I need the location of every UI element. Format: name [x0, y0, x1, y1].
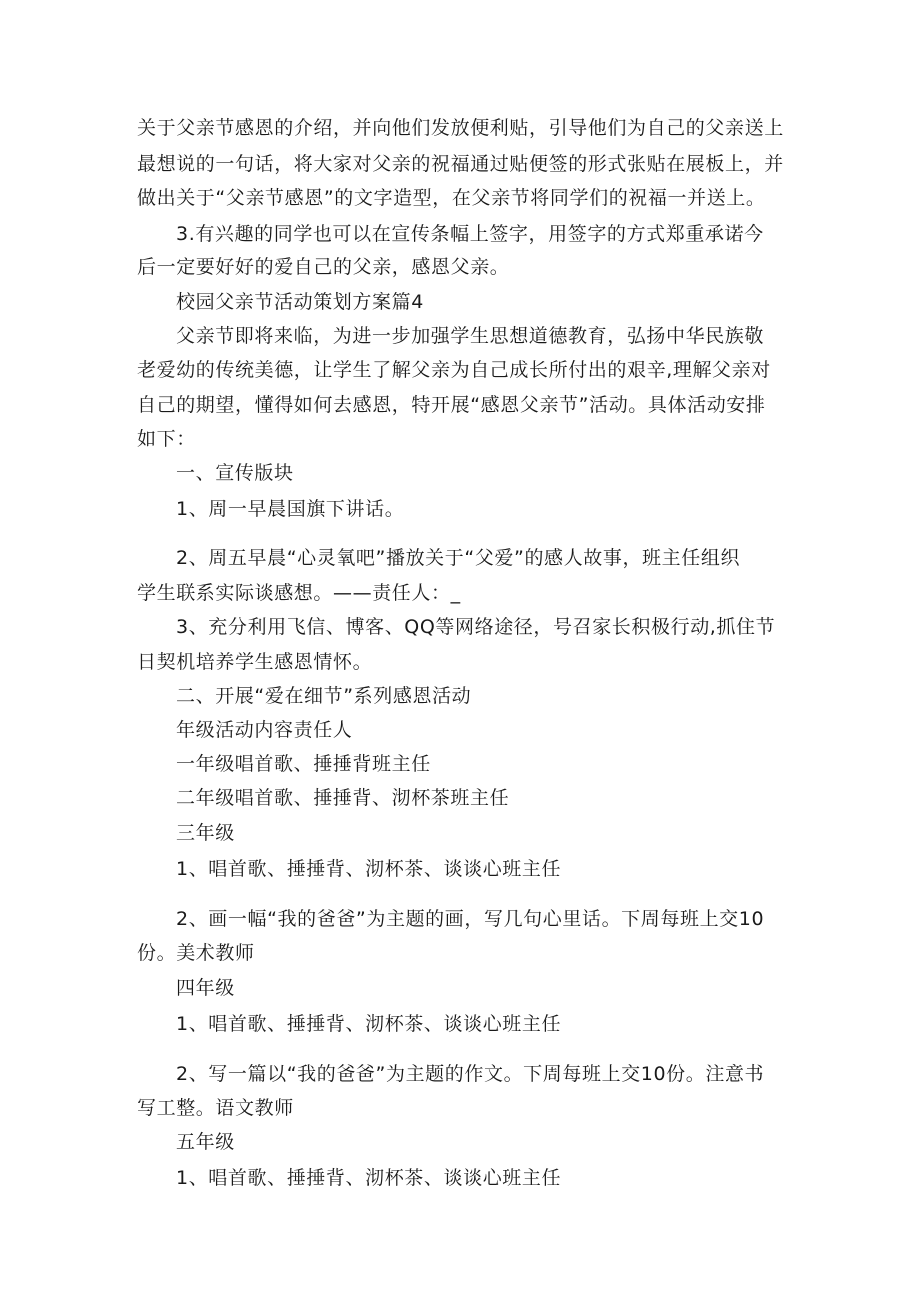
list-item: 2、写一篇以“我的爸爸”为主题的作文。下周每班上交10份。注意书: [176, 1063, 765, 1085]
subsection-title: 二、开展“爱在细节”系列感恩活动: [176, 685, 472, 707]
subsection-title: 一、宣传版块: [176, 462, 294, 484]
list-item: 1、周一早晨国旗下讲话。: [176, 498, 405, 520]
text-line: 父亲节即将来临，为进一步加强学生思想道德教育，弘扬中华民族敬: [176, 325, 765, 347]
list-item: 2、画一幅“我的爸爸”为主题的画，写几句心里话。下周每班上交10: [176, 908, 765, 930]
list-item: 1、唱首歌、捶捶背、沏杯茶、谈谈心班主任: [176, 1167, 562, 1189]
text-line: 老爱幼的传统美德，让学生了解父亲为自己成长所付出的艰辛,理解父亲对: [137, 359, 771, 381]
list-item-continued: 份。美术教师: [137, 942, 255, 964]
text-line: 后一定要好好的爱自己的父亲，感恩父亲。: [137, 256, 510, 278]
grade-label: 三年级: [176, 822, 235, 844]
table-row: 二年级唱首歌、捶捶背、沏杯茶班主任: [176, 787, 510, 809]
table-header: 年级活动内容责任人: [176, 719, 353, 741]
section-title: 校园父亲节活动策划方案篇4: [176, 291, 424, 313]
list-item-continued: 学生联系实际谈感想。——责任人：_: [137, 582, 461, 604]
list-item: 3、充分利用飞信、博客、QQ等网络途径，号召家长积极行动,抓住节: [176, 616, 776, 638]
list-item: 1、唱首歌、捶捶背、沏杯茶、谈谈心班主任: [176, 1013, 562, 1035]
grade-label: 五年级: [176, 1131, 235, 1153]
text-line: 做出关于“父亲节感恩”的文字造型，在父亲节将同学们的祝福一并送上。: [137, 187, 766, 209]
list-item: 1、唱首歌、捶捶背、沏杯茶、谈谈心班主任: [176, 858, 562, 880]
text-line: 3.有兴趣的同学也可以在宣传条幅上签字，用签字的方式郑重承诺今: [176, 223, 764, 245]
text-line: 如下：: [137, 428, 196, 450]
grade-label: 四年级: [176, 977, 235, 999]
list-item-continued: 写工整。语文教师: [137, 1097, 294, 1119]
text-line: 自己的期望，懂得如何去感恩，特开展“感恩父亲节”活动。具体活动安排: [137, 394, 766, 416]
text-line: 最想说的一句话，将大家对父亲的祝福通过贴便签的形式张贴在展板上，并: [137, 153, 784, 175]
text-line: 关于父亲节感恩的介绍，并向他们发放便利贴，引导他们为自己的父亲送上: [137, 117, 784, 139]
list-item: 2、周五早晨“心灵氧吧”播放关于“父爱”的感人故事，班主任组织: [176, 547, 741, 569]
list-item-continued: 日契机培养学生感恩情怀。: [137, 651, 373, 673]
table-row: 一年级唱首歌、捶捶背班主任: [176, 753, 431, 775]
